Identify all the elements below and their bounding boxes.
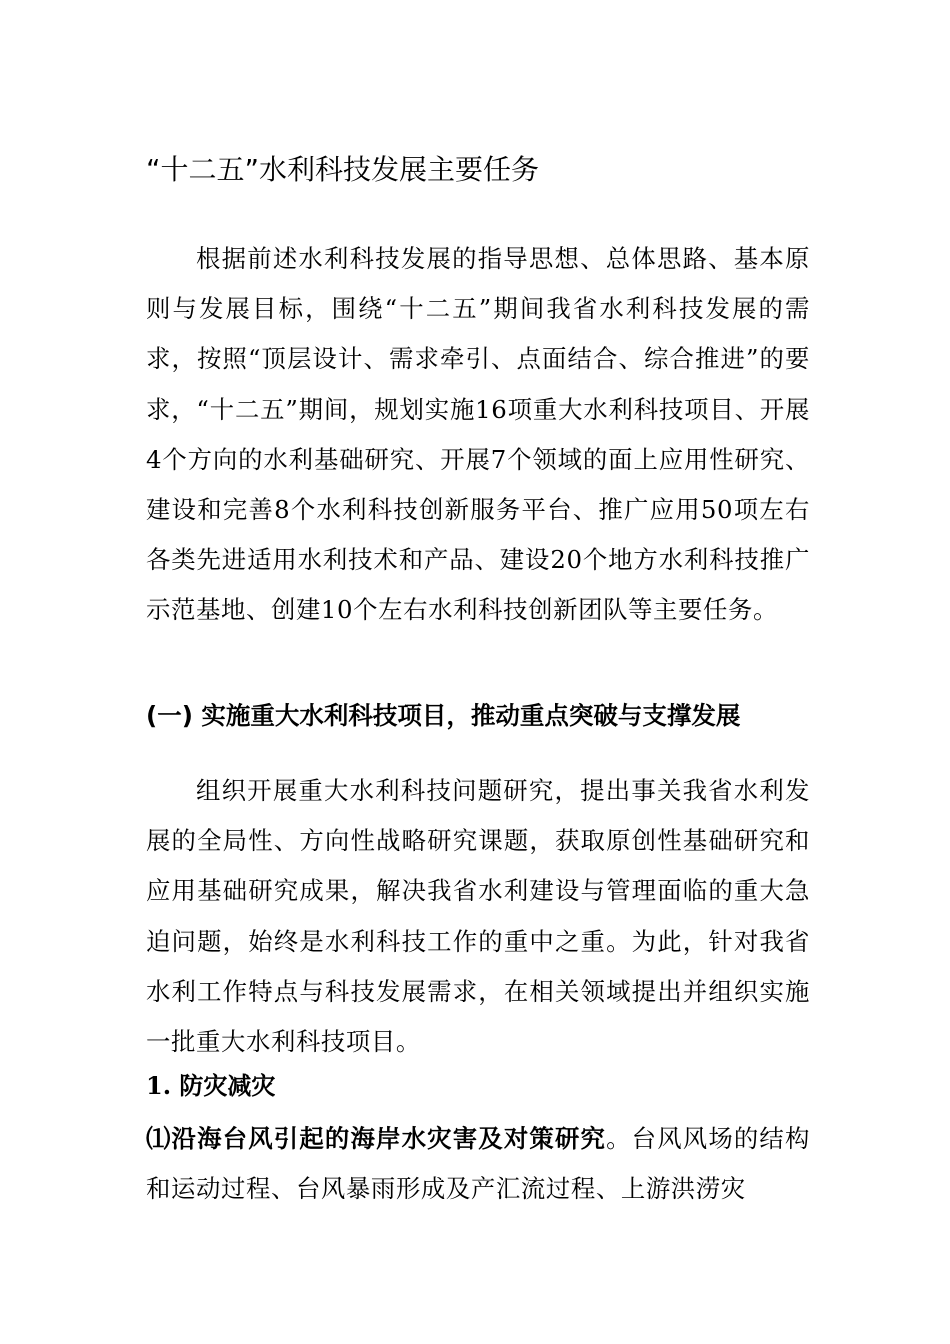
item-paragraph xyxy=(146,1114,810,1214)
document-title: “十二五”水利科技发展主要任务 xyxy=(146,153,540,186)
item-body-text: 。台风风场的结构和运动过程、台风暴雨形成及产汇流过程、上游洪涝灾 xyxy=(146,1124,810,1204)
section-heading: (一) 实施重大水利科技项目，推动重点突破与支撑发展 xyxy=(146,701,741,730)
subsection-heading: 1. 防灾减灾 xyxy=(146,1071,276,1100)
item-lead-text: ⑴沿海台风引起的海岸水灾害及对策研究 xyxy=(146,1124,607,1153)
section-body-paragraph: 组织开展重大水利科技问题研究，提出事关我省水利发展的全局性、方向性战略研究课题，获取原创性基础研究和应用基础研究成果，解决我省水利建设与管理面临的重大急迫问题，始终是水利科技工作的重中之重。为此，针对我省水利工作特点与科技发展需求，在相关领域提出并组织实施一批重大水利科技项目。 xyxy=(146,776,810,1057)
intro-paragraph: 根据前述水利科技发展的指导思想、总体思路、基本原则与发展目标，围绕“十二五”期间我省水利科技发展的需求，按照“顶层设计、需求牵引、点面结合、综合推进”的要求，“十二五”期间，规划实施16项重大水利科技项目、开展4个方向的水利基础研究、开展7个领域的面上应用性研究、建设和完善8个水利科技创新服务平台、推广应用50项左右各类先进适用水利技术和产品、建设20个地方水利科技推广示范基地、创建10个左右水利科技创新团队等主要任务。 xyxy=(146,244,810,625)
